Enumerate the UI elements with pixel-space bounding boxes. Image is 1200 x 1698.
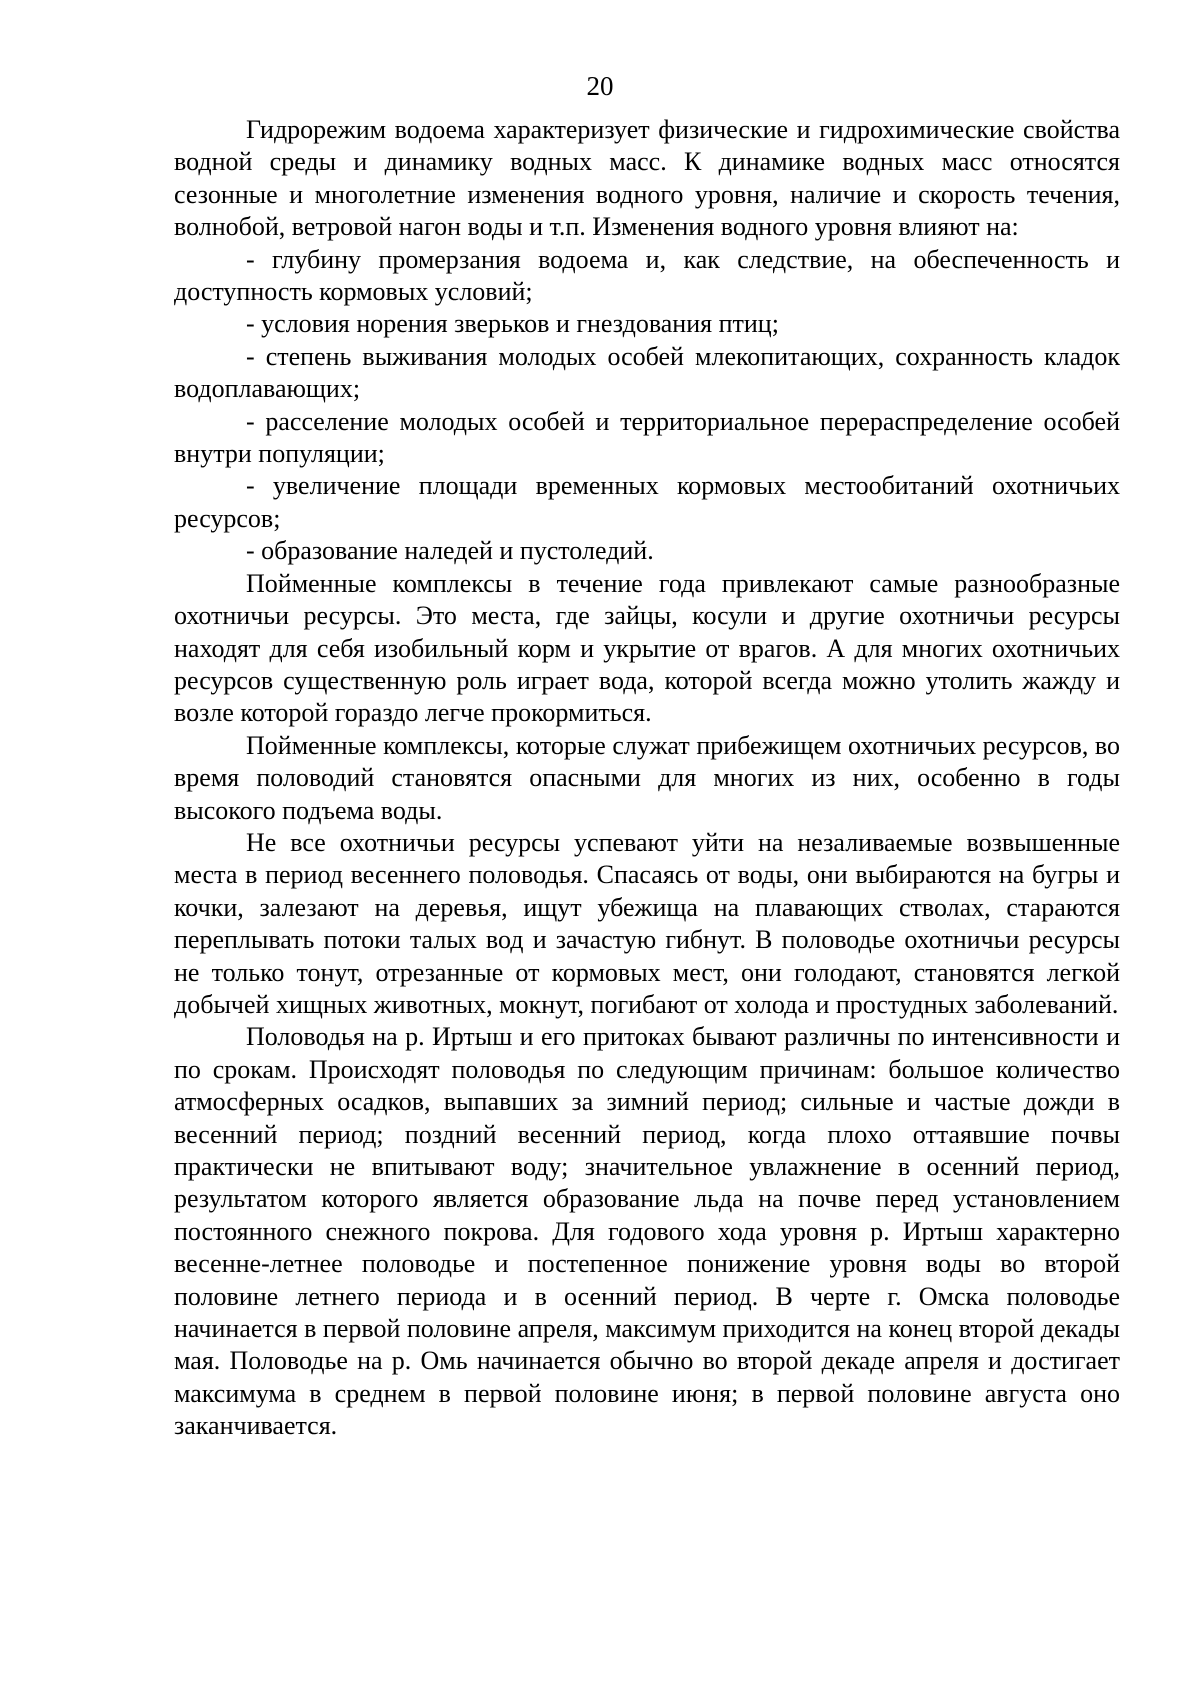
paragraph-hydroregime: Гидрорежим водоема характеризует физические и гидрохимические свойства водной среды и динамику водных масс. К динамике водных масс относятся сезонные и многолетние изменения водного уровня, наличие и скорость течения, волнобой, ветровой нагон воды и т.п. Изменения водного уровня влияют на:: [174, 115, 1120, 242]
paragraph-floodplain-attraction: Пойменные комплексы в течение года привлекают самые разнообразные охотничьи ресурсы. Это места, где зайцы, косули и другие охотничьи ресурсы находят для себя изобильный корм и укрытие от врагов. А для многих охотничьих ресурсов существенную роль играет вода, которой всегда можно утолить жажду и возле которой гораздо легче прокормиться.: [174, 568, 1120, 728]
list-item-survival: - степень выживания молодых особей млекопитающих, сохранность кладок водоплавающих;: [174, 341, 1120, 404]
page-number: 20: [586, 71, 614, 101]
list-item-burrowing-nesting: - условия норения зверьков и гнездования птиц;: [246, 309, 779, 339]
list-item-habitat-area: - увеличение площади временных кормовых местообитаний охотничьих ресурсов;: [174, 471, 1120, 533]
document-body: [174, 114, 1120, 1443]
paragraph-irtysh-floods: Половодья на р. Иртыш и его притоках бывают различны по интенсивности и по срокам. Происходят половодья по следующим причинам: большое количество атмосферных осадков, выпавших за зимний период; сильные и частые дожди в весенний период; поздний весенний период, когда плохо оттаявшие почвы практически не впитывают воду; значительное увлажнение в осенний период, результатом которого является образование льда на почве перед установлением постоянного снежного покрова. Для годового хода уровня р. Иртыш характерно весенне-летнее половодье и постепенное понижение уровня воды во второй половине летнего периода и в осенний период. В черте г. Омска половодье начинается в первой половине апреля, максимум приходится на конец второй декады мая. Половодье на р. Омь начинается обычно во второй декаде апреля и достигает максимума в среднем в первой половине июня; в первой половине августа оно заканчивается.: [174, 1022, 1120, 1441]
list-item-resettlement: - расселение молодых особей и территориальное перераспределение особей внутри популяции;: [174, 406, 1120, 469]
paragraph-spring-flood: Не все охотничьи ресурсы успевают уйти на незаливаемые возвышенные места в период весеннего половодья. Спасаясь от воды, они выбираются на бугры и кочки, залезают на деревья, ищут убежища на плавающих стволах, стараются переплывать потоки талых вод и зачастую гибнут. В половодье охотничьи ресурсы не только тонут, отрезанные от кормовых мест, они голодают, становятся легкой добычей хищных животных, мокнут, погибают от холода и простудных заболеваний.: [174, 827, 1120, 1019]
list-item-ice-formation: - образование наледей и пустоледий.: [246, 536, 654, 566]
list-item-freezing-depth: - глубину промерзания водоема и, как следствие, на обеспеченность и доступность кормовых условий;: [174, 244, 1120, 307]
paragraph-floodplain-danger: Пойменные комплексы, которые служат прибежищем охотничьих ресурсов, во время половодий становятся опасными для многих из них, особенно в годы высокого подъема воды.: [174, 730, 1120, 825]
